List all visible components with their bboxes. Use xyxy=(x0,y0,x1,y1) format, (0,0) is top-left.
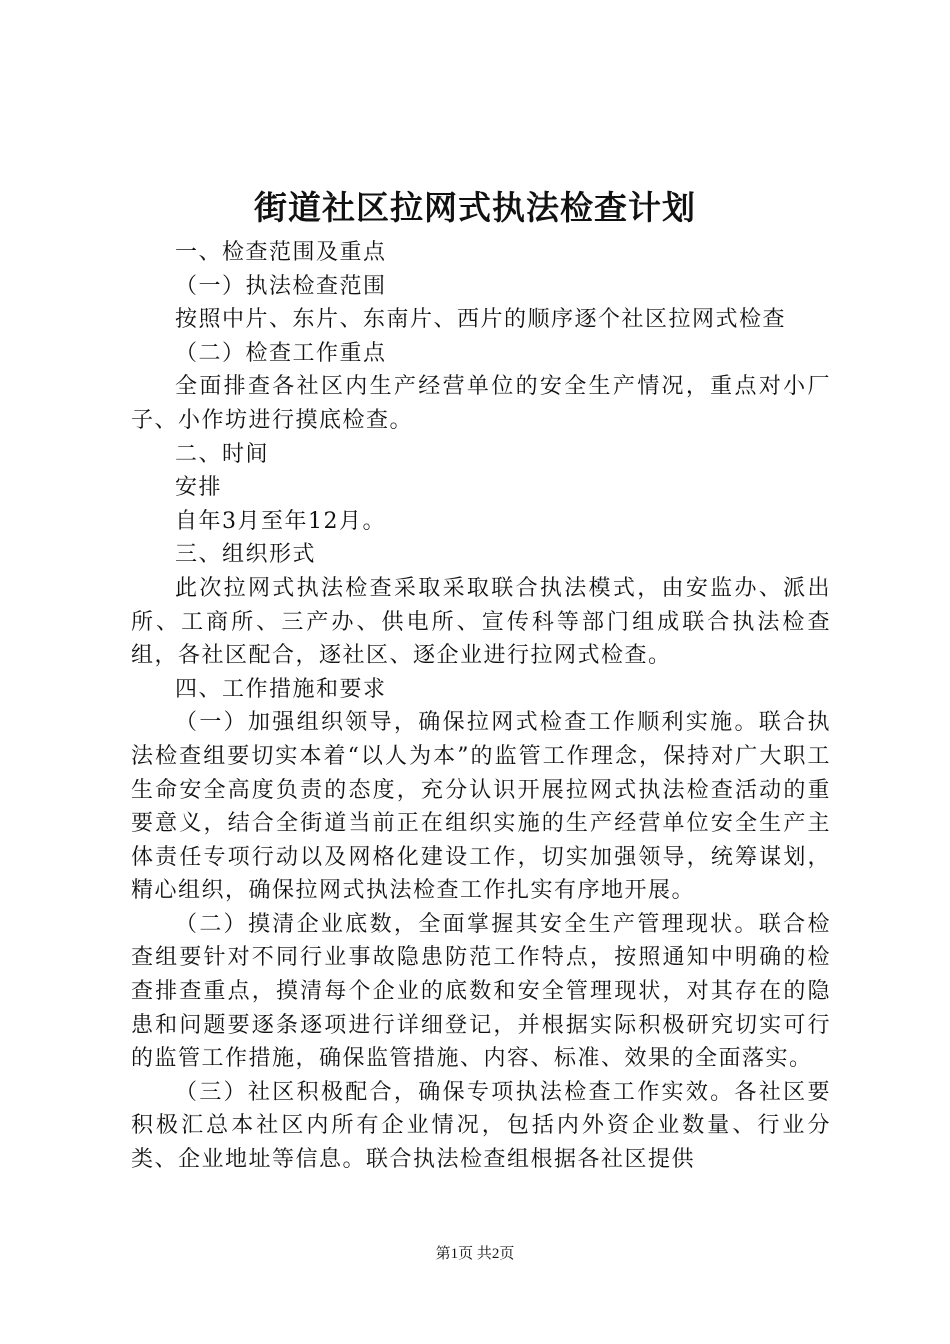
section-heading-1: 一、检查范围及重点 xyxy=(175,240,387,265)
paragraph-focus: 全面排查各社区内生产经营单位的安全生产情况，重点对小厂子、小作坊进行摸底检查。 xyxy=(131,374,831,433)
document-body xyxy=(131,236,831,1177)
paragraph-time-range: 自年3月至年12月。 xyxy=(175,508,386,534)
paragraph-organization: 此次拉网式执法检查采取采取联合执法模式，由安监办、派出所、工商所、三产办、供电所、宣传科等部门组成联合执法检查组，各社区配合，逐社区、逐企业进行拉网式检查。 xyxy=(131,575,831,669)
paragraph-measure-2: （二）摸清企业底数，全面掌握其安全生产管理现状。联合检查组要针对不同行业事故隐患防范工作特点，按照通知中明确的检查排查重点，摸清每个企业的底数和安全管理现状，对其存在的隐患和问题要逐条逐项进行详细登记，并根据实际积极研究切实可行的监管工作措施，确保监管措施、内容、标准、效果的全面落实。 xyxy=(131,911,831,1072)
paragraph-scope: 按照中片、东片、东南片、西片的顺序逐个社区拉网式检查 xyxy=(175,307,787,333)
section-heading-2: 二、时间 xyxy=(175,441,270,467)
page-footer: 第1页 共2页 xyxy=(435,1246,515,1262)
section-heading-4: 四、工作措施和要求 xyxy=(175,676,387,702)
subsection-heading-1-2: （二）检查工作重点 xyxy=(175,340,387,366)
subsection-heading-1-1: （一）执法检查范围 xyxy=(175,273,387,299)
section-heading-3: 三、组织形式 xyxy=(175,542,317,568)
paragraph-arrangement: 安排 xyxy=(175,475,223,501)
paragraph-measure-3: （三）社区积极配合，确保专项执法检查工作实效。各社区要积极汇总本社区内所有企业情况，包括内外资企业数量、行业分类、企业地址等信息。联合执法检查组根据各社区提供 xyxy=(131,1079,831,1173)
document-title: 街道社区拉网式执法检查计划 xyxy=(254,188,696,227)
paragraph-measure-1: （一）加强组织领导，确保拉网式检查工作顺利实施。联合执法检查组要切实本着“以人为本”的监管工作理念，保持对广大职工生命安全高度负责的态度，充分认识开展拉网式执法检查活动的重要意义，结合全街道当前正在组织实施的生产经营单位安全生产主体责任专项行动以及网格化建设工作，切实加强领导，统筹谋划，精心组织，确保拉网式执法检查工作扎实有序地开展。 xyxy=(131,710,831,904)
